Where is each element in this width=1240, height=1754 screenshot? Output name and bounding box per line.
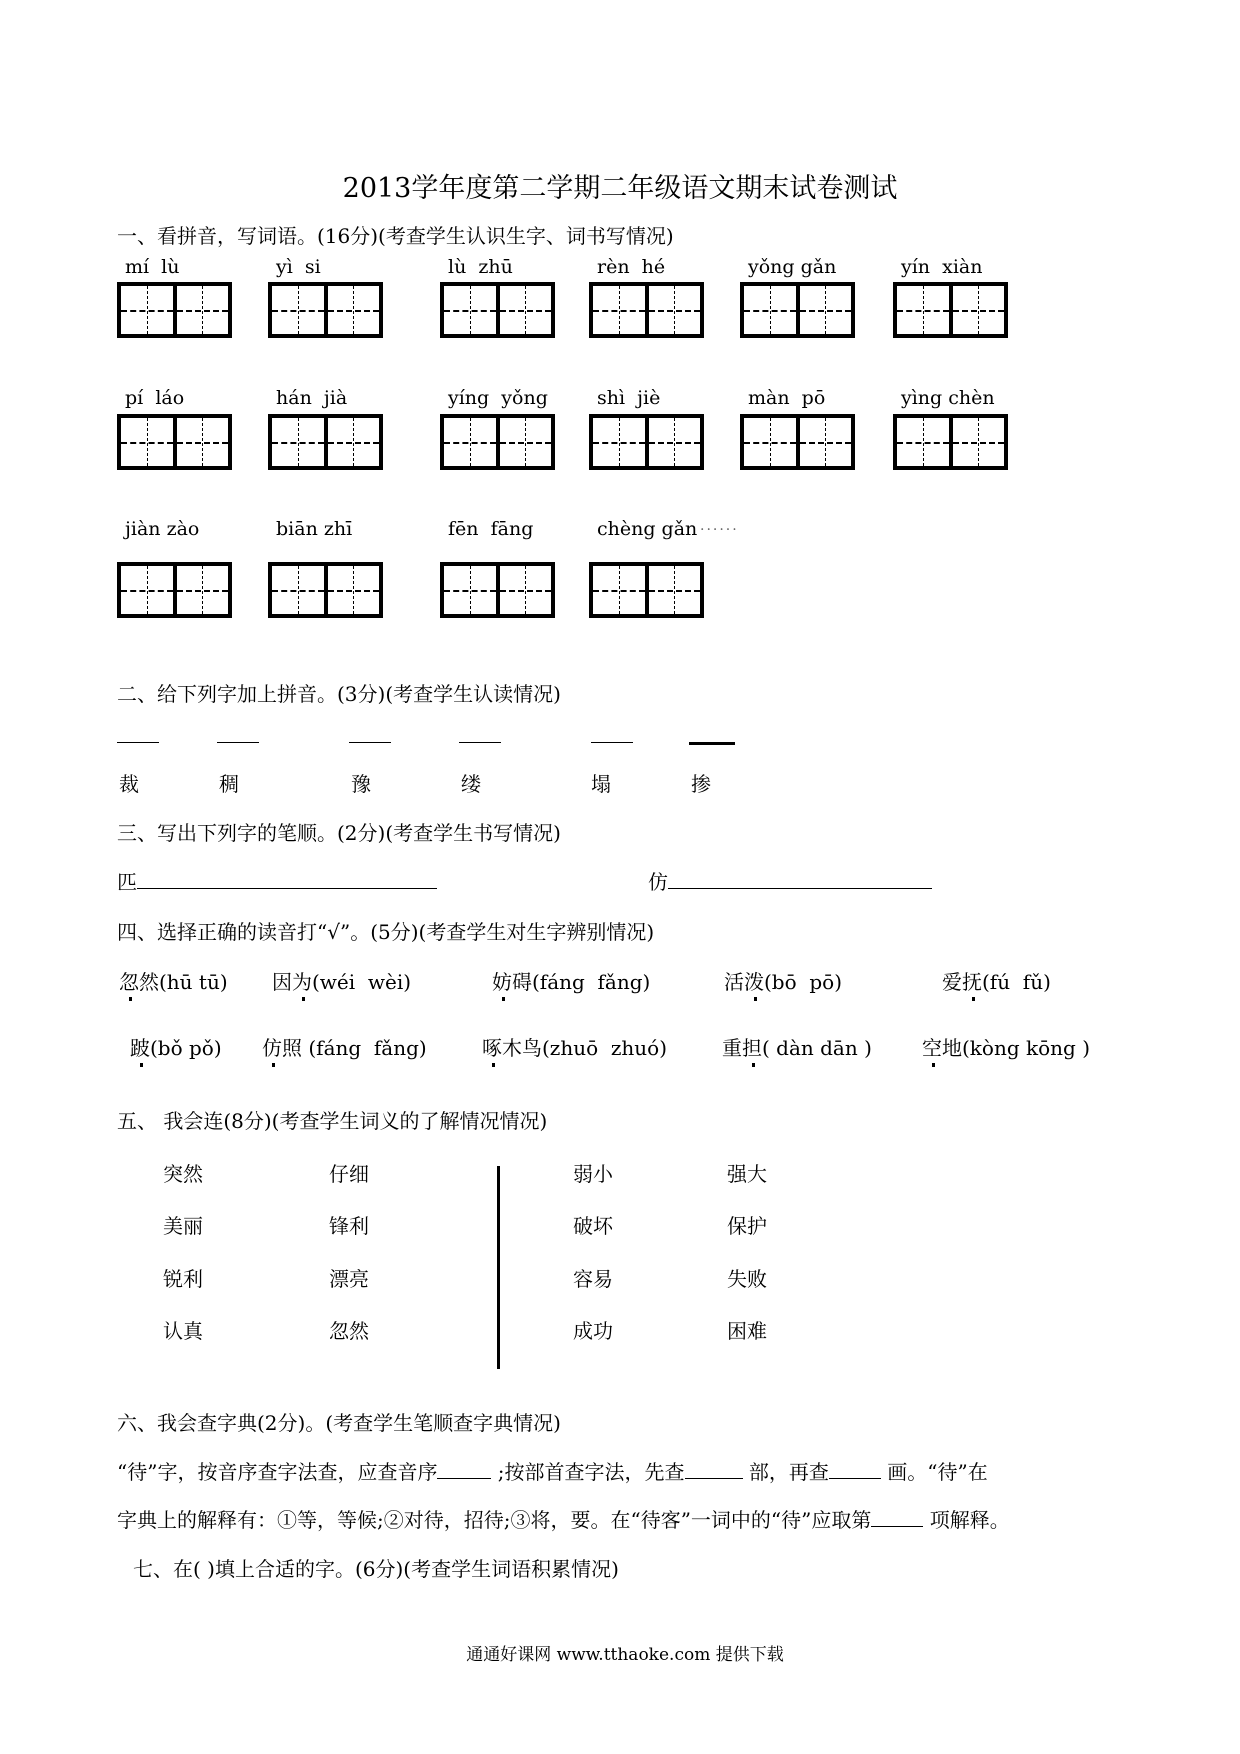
- pinyin-blank[interactable]: [591, 742, 633, 743]
- pinyin-blank[interactable]: [349, 742, 391, 743]
- pinyin-options[interactable]: (bō pō): [764, 970, 843, 994]
- answer-blank[interactable]: [137, 870, 437, 889]
- pinyin-options[interactable]: (kòng kōng ): [962, 1036, 1091, 1060]
- reading-choice-item[interactable]: [724, 966, 842, 995]
- grid-cell[interactable]: [744, 418, 796, 466]
- pinyin-label: mí lù: [125, 256, 180, 278]
- writing-grid[interactable]: [893, 282, 1008, 338]
- word-part: 重: [722, 1036, 742, 1060]
- char: 缕: [461, 772, 481, 796]
- grid-cell[interactable]: [444, 566, 496, 614]
- reading-choice-item[interactable]: [262, 1032, 427, 1061]
- grid-cell[interactable]: [496, 566, 552, 614]
- section-3-heading: 三、写出下列字的笔顺。(2分)(考查学生书写情况): [117, 821, 561, 845]
- match-word[interactable]: 忽然: [329, 1319, 369, 1343]
- grid-cell[interactable]: [121, 566, 173, 614]
- section-5-heading: 五、 我会连(8分)(考查学生词义的了解情况情况): [117, 1109, 548, 1133]
- pinyin-label: jiàn zào: [125, 518, 200, 540]
- pinyin-label: shì jiè: [597, 387, 661, 409]
- pinyin-options[interactable]: ( dàn dān ): [762, 1036, 872, 1060]
- grid-cell[interactable]: [324, 418, 380, 466]
- text: 画。“待”在: [880, 1460, 988, 1484]
- pinyin-blank[interactable]: [217, 742, 259, 743]
- writing-grid[interactable]: [589, 414, 704, 470]
- pinyin-label: biān zhī: [276, 518, 353, 540]
- pinyin-options[interactable]: (fáng fǎng): [302, 1036, 427, 1060]
- match-word[interactable]: 突然: [163, 1162, 203, 1186]
- pinyin-label: lù zhū: [448, 256, 513, 278]
- grid-cell[interactable]: [173, 286, 229, 334]
- char: 稠: [219, 772, 239, 796]
- reading-choice-item[interactable]: [492, 966, 650, 995]
- section-7-heading: 七、在( )填上合适的字。(6分)(考查学生词语积累情况): [133, 1557, 619, 1581]
- section-6-heading: 六、我会查字典(2分)。(考查学生笔顺查字典情况): [117, 1411, 561, 1435]
- writing-grid[interactable]: [589, 282, 704, 338]
- grid-cell[interactable]: [496, 418, 552, 466]
- grid-cell[interactable]: [593, 566, 645, 614]
- grid-cell[interactable]: [744, 286, 796, 334]
- match-word[interactable]: 锋利: [329, 1214, 369, 1238]
- char: 匹: [117, 870, 137, 894]
- reading-choice-item[interactable]: [130, 1032, 222, 1061]
- pinyin-label: yìng chèn: [901, 387, 995, 409]
- char: 塌: [591, 772, 611, 796]
- writing-grid[interactable]: [117, 414, 232, 470]
- marked-char: 跛: [130, 1032, 150, 1061]
- word-part: 活: [724, 970, 744, 994]
- match-word[interactable]: 美丽: [163, 1214, 203, 1238]
- marked-char: 担: [742, 1032, 762, 1061]
- match-word[interactable]: 弱小: [573, 1162, 613, 1186]
- writing-grid[interactable]: [740, 414, 855, 470]
- text: 字典上的解释有：①等，等候;②对待，招待;③将，要。在“待客”一词中的“待”应取第: [117, 1508, 872, 1532]
- grid-cell[interactable]: [444, 286, 496, 334]
- grid-cell[interactable]: [796, 418, 852, 466]
- pinyin-options[interactable]: (fú fǔ): [982, 970, 1051, 994]
- pinyin-label: chèng gǎn: [597, 518, 698, 540]
- answer-blank[interactable]: [685, 1460, 743, 1479]
- grid-cell[interactable]: [593, 286, 645, 334]
- grid-cell[interactable]: [173, 566, 229, 614]
- grid-cell[interactable]: [496, 286, 552, 334]
- writing-grid[interactable]: [740, 282, 855, 338]
- dictionary-question-line-1: [117, 1456, 988, 1485]
- marked-char: 仿: [262, 1032, 282, 1061]
- match-word[interactable]: 保护: [727, 1214, 767, 1238]
- grid-cell[interactable]: [645, 418, 701, 466]
- writing-grid[interactable]: [117, 282, 232, 338]
- grid-cell[interactable]: [444, 418, 496, 466]
- reading-choice-item[interactable]: [922, 1032, 1090, 1061]
- word-part: 地: [942, 1036, 962, 1060]
- pinyin-label: yì si: [276, 256, 321, 278]
- match-word[interactable]: 仔细: [329, 1162, 369, 1186]
- grid-cell[interactable]: [897, 286, 949, 334]
- word-part: 因: [272, 970, 292, 994]
- text: ;按部首查字法，先查: [491, 1460, 685, 1484]
- grid-cell[interactable]: [121, 286, 173, 334]
- writing-grid[interactable]: [440, 414, 555, 470]
- writing-grid[interactable]: [893, 414, 1008, 470]
- pinyin-options[interactable]: (wéi wèi): [312, 970, 412, 994]
- grid-cell[interactable]: [272, 286, 324, 334]
- footer: 通通好课网 www.tthaoke.com 提供下载: [466, 1645, 784, 1665]
- grid-cell[interactable]: [796, 286, 852, 334]
- pinyin-options[interactable]: (bǒ pǒ): [150, 1036, 222, 1060]
- pinyin-label: pí láo: [125, 387, 185, 409]
- word-part: 照: [282, 1036, 302, 1060]
- text: 部，再查: [742, 1460, 829, 1484]
- text: 项解释。: [923, 1508, 1010, 1532]
- char: 掺: [691, 772, 711, 796]
- match-word[interactable]: 认真: [163, 1319, 203, 1343]
- text: “待”字，按音序查字法查，应查音序: [117, 1460, 438, 1484]
- pinyin-label: yín xiàn: [901, 256, 983, 278]
- ellipsis: ......: [700, 518, 739, 534]
- grid-cell[interactable]: [173, 418, 229, 466]
- match-word[interactable]: 成功: [573, 1319, 613, 1343]
- marked-char: 为: [292, 966, 312, 995]
- word-part: 爱: [942, 970, 962, 994]
- writing-grid[interactable]: [117, 562, 232, 618]
- marked-char: 啄: [482, 1032, 502, 1061]
- word-part: 碍: [512, 970, 532, 994]
- reading-choice-item[interactable]: [272, 966, 411, 995]
- reading-choice-item[interactable]: [482, 1032, 667, 1061]
- grid-cell[interactable]: [324, 566, 380, 614]
- pinyin-options[interactable]: (fáng fǎng): [532, 970, 651, 994]
- word-part: 然: [139, 970, 159, 994]
- pinyin-label: yǒng gǎn: [748, 256, 837, 278]
- writing-grid[interactable]: [440, 282, 555, 338]
- char: 裁: [119, 772, 139, 796]
- pinyin-blank[interactable]: [117, 742, 159, 743]
- pinyin-label: hán jià: [276, 387, 348, 409]
- char: 豫: [351, 772, 371, 796]
- pinyin-label: rèn hé: [597, 256, 666, 278]
- reading-choice-item[interactable]: [942, 966, 1051, 995]
- answer-blank[interactable]: [829, 1460, 881, 1479]
- match-word[interactable]: 锐利: [163, 1267, 203, 1291]
- word-part: 木鸟: [502, 1036, 542, 1060]
- grid-cell[interactable]: [324, 286, 380, 334]
- section-4-heading: 四、选择正确的读音打“√”。(5分)(考查学生对生字辨别情况): [117, 920, 655, 944]
- writing-grid[interactable]: [268, 282, 383, 338]
- grid-cell[interactable]: [645, 566, 701, 614]
- grid-cell[interactable]: [121, 418, 173, 466]
- answer-blank[interactable]: [437, 1460, 491, 1479]
- match-word[interactable]: 强大: [727, 1162, 767, 1186]
- pinyin-label: fēn fāng: [448, 518, 534, 540]
- writing-grid[interactable]: [268, 562, 383, 618]
- marked-char: 抚: [962, 966, 982, 995]
- match-word[interactable]: 困难: [727, 1319, 767, 1343]
- section-2-heading: 二、给下列字加上拼音。(3分)(考查学生认读情况): [117, 682, 561, 706]
- stroke-order-item: [117, 866, 437, 895]
- grid-cell[interactable]: [272, 566, 324, 614]
- marked-char: 空: [922, 1032, 942, 1061]
- pinyin-blank[interactable]: [459, 742, 501, 743]
- pinyin-blank[interactable]: [689, 742, 735, 745]
- writing-grid[interactable]: [440, 562, 555, 618]
- section-1-heading: 一、看拼音，写词语。(16分)(考查学生认识生字、词书写情况): [117, 224, 674, 248]
- marked-char: 泼: [744, 966, 764, 995]
- match-word[interactable]: 漂亮: [329, 1267, 369, 1291]
- pinyin-options[interactable]: (zhuō zhuó): [542, 1036, 667, 1060]
- answer-blank[interactable]: [871, 1508, 923, 1527]
- page-title: 2013学年度第二学期二年级语文期末试卷测试: [342, 173, 898, 204]
- pinyin-label: màn pō: [748, 387, 826, 409]
- grid-cell[interactable]: [645, 286, 701, 334]
- pinyin-label: yíng yǒng: [448, 387, 548, 409]
- grid-cell[interactable]: [949, 286, 1005, 334]
- char: 仿: [648, 870, 668, 894]
- reading-choice-item[interactable]: [119, 966, 228, 995]
- answer-blank[interactable]: [668, 870, 932, 889]
- reading-choice-item[interactable]: [722, 1032, 872, 1061]
- match-word[interactable]: 容易: [573, 1267, 613, 1291]
- writing-grid[interactable]: [589, 562, 704, 618]
- dictionary-question-line-2: [117, 1504, 1010, 1533]
- match-word[interactable]: 失败: [727, 1267, 767, 1291]
- writing-grid[interactable]: [268, 414, 383, 470]
- stroke-order-item: [648, 866, 932, 895]
- grid-cell[interactable]: [272, 418, 324, 466]
- grid-cell[interactable]: [949, 418, 1005, 466]
- marked-char: 忽: [119, 966, 139, 995]
- grid-cell[interactable]: [897, 418, 949, 466]
- divider-line: [497, 1166, 500, 1369]
- marked-char: 妨: [492, 966, 512, 995]
- grid-cell[interactable]: [593, 418, 645, 466]
- pinyin-options[interactable]: (hū tū): [159, 970, 228, 994]
- match-word[interactable]: 破坏: [573, 1214, 613, 1238]
